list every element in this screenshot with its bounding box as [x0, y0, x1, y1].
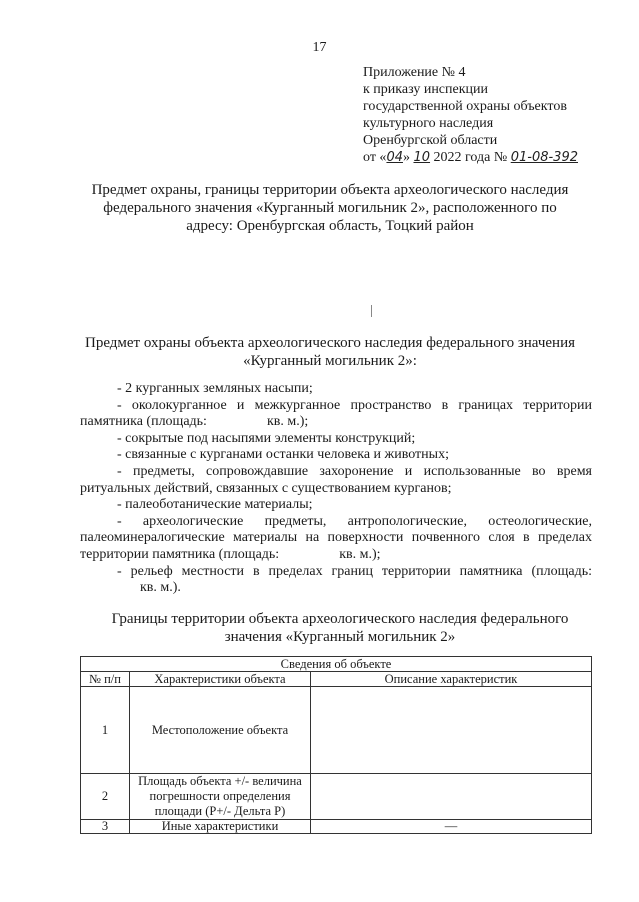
- table-caption: Сведения об объекте: [81, 657, 592, 672]
- row-characteristic: Иные характеристики: [130, 820, 311, 834]
- page-number: 17: [312, 40, 327, 55]
- row-characteristic: Местоположение объекта: [130, 687, 311, 774]
- protection-subject-title: Предмет охраны объекта археологического наследия федерального значения «Курганный могильник 2»:: [84, 335, 576, 369]
- annex-line: государственной охраны объектов: [363, 99, 567, 114]
- annex-title: Приложение № 4: [363, 65, 466, 80]
- list-item: - околокурганное и межкурганное пространство в границах территории памятника (площадь: кв. м.);: [80, 397, 592, 430]
- handwritten-order-number: 01-08-392: [510, 150, 578, 165]
- object-info-table: [80, 656, 592, 834]
- list-item: - археологические предметы, антропологические, остеологические, палеоминералогические материалы на поверхности почвенного слоя в пределах территории памятника (площадь: кв. м.);: [80, 513, 592, 562]
- annex-date-line: от «04» 10 2022 года № 01-08-392: [363, 150, 578, 165]
- table-row: [81, 820, 592, 834]
- annex-block: [363, 64, 578, 166]
- list-item: - предметы, сопровождавшие захоронение и использованные во время ритуальных действий, связанных с существованием курганов;: [80, 463, 592, 496]
- annex-line: к приказу инспекции: [363, 82, 489, 97]
- column-header: Описание характеристик: [311, 672, 592, 687]
- list-item: - сокрытые под насыпями элементы конструкций;: [117, 430, 416, 446]
- boundaries-title: Границы территории объекта археологического наследия федерального значения «Курганный могильник 2»: [111, 611, 569, 645]
- handwritten-day: 04: [386, 150, 403, 165]
- list-item: - палеоботанические материалы;: [117, 497, 313, 513]
- row-description: [311, 687, 592, 774]
- row-number: 3: [81, 820, 130, 834]
- handwritten-month: 10: [413, 150, 431, 165]
- list-item: - связанные с курганами останки человека и животных;: [117, 447, 449, 463]
- row-description: [311, 774, 592, 820]
- row-number: 1: [81, 687, 130, 774]
- row-number: 2: [81, 774, 130, 820]
- list-item: - 2 курганных земляных насыпи;: [117, 381, 313, 396]
- row-description: —: [311, 820, 592, 834]
- document-title: Предмет охраны, границы территории объекта археологического наследия федерального значения «Курганный могильник 2», расположенного по адресу: Оренбургская область, Тоцкий район: [91, 182, 569, 234]
- protection-items-list: [80, 381, 592, 597]
- list-item: - рельеф местности в пределах границ территории памятника (площадь:кв. м.).: [117, 563, 592, 596]
- table-row: [81, 774, 592, 820]
- annex-line: Оренбургской области: [363, 133, 498, 148]
- column-header: № п/п: [81, 672, 130, 687]
- annex-line: культурного наследия: [363, 116, 494, 131]
- column-header: Характеристики объекта: [130, 672, 311, 687]
- row-characteristic: Площадь объекта +/- величина погрешности определения площади (Р+/- Дельта Р): [130, 774, 311, 820]
- scan-mark: [371, 305, 372, 317]
- table-row: [81, 687, 592, 774]
